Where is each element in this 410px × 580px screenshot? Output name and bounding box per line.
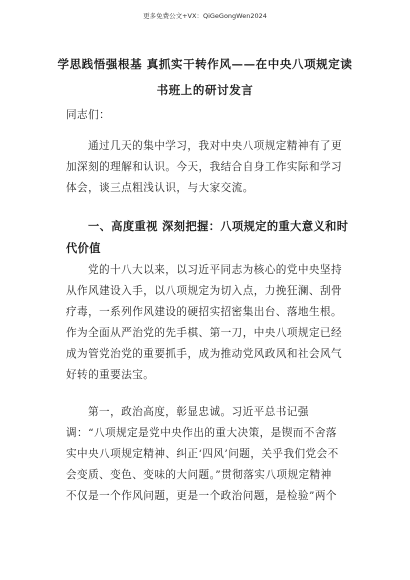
intro-line-3: 体会，谈三点粗浅认识，与大家交流。 — [66, 182, 254, 194]
document-title-line-2: 书班上的研讨发言 — [156, 83, 254, 97]
para-2-line-5: 不仅是一个作风问题，更是一个政治问题，是检验”两个 — [66, 490, 337, 502]
para-1-line-5: 成为管党治党的重要抓手，成为推动党风政风和社会风气 — [66, 348, 343, 360]
salutation: 同志们： — [66, 109, 111, 121]
section-1-heading-line-1: 一、高度重视 深刻把握：八项规定的重大意义和时 — [88, 219, 349, 233]
para-1-line-2: 从作风建设入手，以八项规定为切入点，力挽狂澜、刮骨 — [66, 285, 343, 297]
para-2-line-3: 实中央八项规定精神、纠正‘四风’问题，关乎我们党会不 — [66, 448, 339, 460]
para-1-line-6: 好转的重要法宝。 — [66, 369, 155, 381]
para-2-line-4: 会变质、变色、变味的大问题。”贯彻落实八项规定精神 — [66, 469, 332, 481]
section-1-heading-line-2: 代价值 — [66, 241, 101, 255]
header-note: 更多免费公文+VX：QiGeGongWen2024 — [143, 12, 267, 20]
intro-line-2: 加深刻的理解和认识。今天，我结合自身工作实际和学习 — [66, 161, 343, 173]
para-1-line-4: 作为全面从严治党的先手棋、第一刀，中央八项规定已经 — [66, 327, 343, 339]
para-2-line-2: 调：“八项规定是党中央作出的重大决策，是锲而不舍落 — [66, 427, 337, 439]
intro-line-1: 通过几天的集中学习，我对中央八项规定精神有了更 — [88, 140, 343, 152]
para-1-line-3: 疗毒，一系列作风建设的硬招实招密集出台、落地生根。 — [66, 306, 343, 318]
document-title-line-1: 学思践悟强根基 真抓实干转作风——在中央八项规定读 — [57, 57, 353, 71]
para-1-line-1: 党的十八大以来，以习近平同志为核心的党中央坚持 — [88, 264, 343, 276]
para-2-line-1: 第一，政治高度，彰显忠诚。习近平总书记强 — [88, 406, 309, 418]
